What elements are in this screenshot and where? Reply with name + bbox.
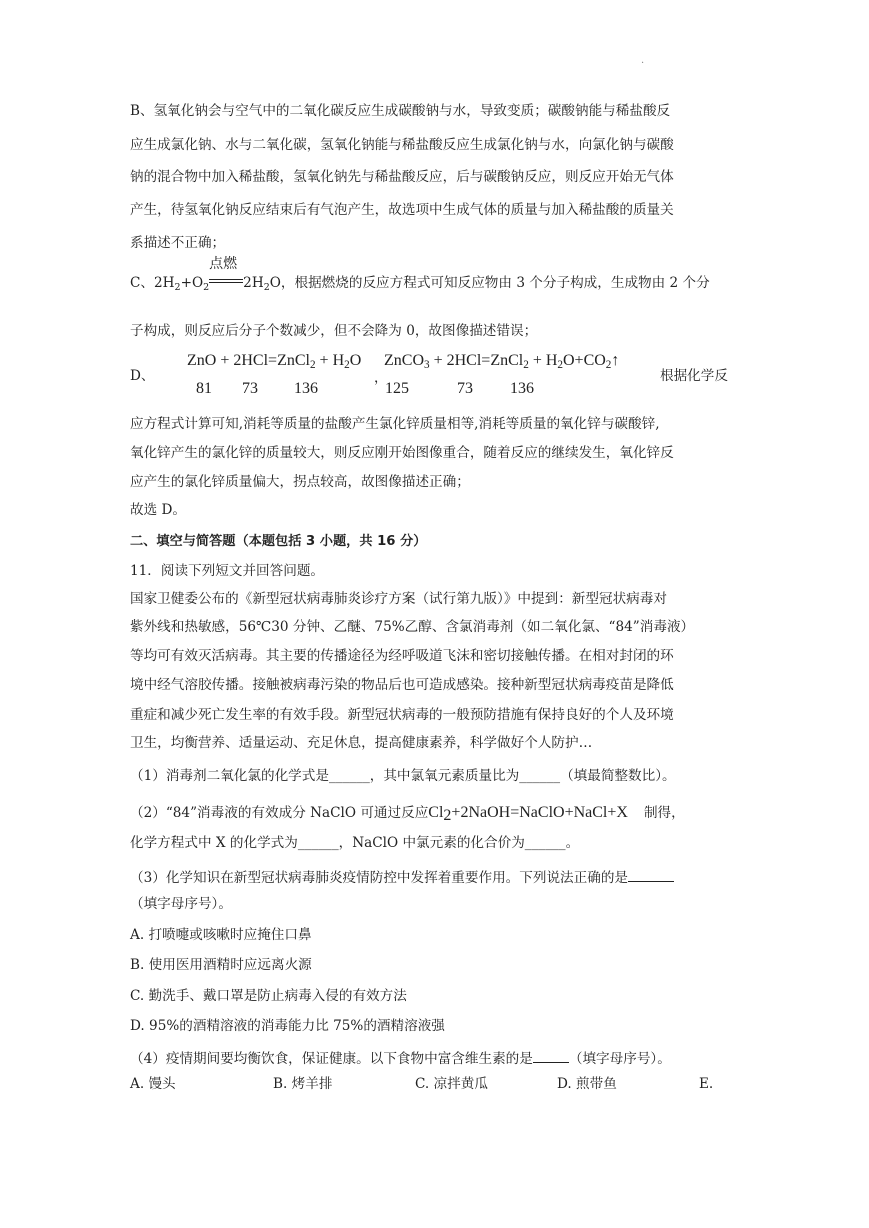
eq2-h2o-tail: O+CO <box>562 352 606 369</box>
para-b-line-4: 产生，待氢氧化钠反应结束后有气泡产生，故选项中生成气体的质量与加入稀盐酸的质量关 <box>130 202 674 218</box>
sub2-text-a: （2）“84”消毒液的有效成分 NaClO 可通过反应 <box>130 805 429 821</box>
para-d-line-3: 氧化锌产生的氯化锌的质量较大，则反应刚开始图像重合，随着反应的继续发生，氧化锌反 <box>130 445 674 461</box>
eq2-znco-sub: 3 <box>424 359 430 371</box>
gas-arrow-icon: ↑ <box>611 352 620 369</box>
sub3-option-a: A. 打喷嚏或咳嗽时应掩住口鼻 <box>130 927 312 943</box>
condition-bar-top <box>209 279 243 280</box>
sub4-text-b: （填字母序号）。 <box>568 1051 671 1067</box>
sub2-line2-c: 。 <box>565 835 580 851</box>
sub4-text-a: （4）疫情期间要均衡饮食，保证健康。以下食物中富含维生素的是 <box>130 1051 533 1067</box>
eq1-zncl: ZnCl <box>277 352 310 369</box>
para-d-trail: 根据化学反 <box>660 368 728 384</box>
q11-passage-line-6: 卫生，均衡营养、适量运动、充足休息，提高健康素养，科学做好个人防护… <box>130 735 593 751</box>
eq2-znco: ZnCO <box>384 352 424 369</box>
sub3-option-d: D. 95%的酒精溶液的消毒能力比 75%的酒精溶液强 <box>130 1018 445 1034</box>
sub2-line2-b: ，NaClO 中氯元素的化合价为 <box>338 835 525 851</box>
ignition-condition <box>209 256 243 287</box>
equation-zno <box>187 353 361 369</box>
eq2-hcl: + 2HCl <box>433 352 482 369</box>
eq2-equals: = <box>481 352 491 369</box>
eq2-mass-row <box>130 381 560 399</box>
eq2-zncl: ZnCl <box>490 352 524 369</box>
sub2-blank-d: ______ <box>524 835 566 851</box>
sub2-text-b: 制得， <box>643 805 685 821</box>
eq1-h2o: + H <box>319 352 345 369</box>
para-c-line-2: 子构成，则反应后分子个数减少，但不会降为 0，故图像描述错误； <box>130 323 538 339</box>
sub4-answer-blank <box>533 1050 569 1063</box>
q11-sub1 <box>130 770 676 784</box>
c-product-sub: 2 <box>263 282 270 293</box>
sub3-text-a: （3）化学知识在新型冠状病毒肺炎疫情防控中发挥着重要作用。下列说法正确的是 <box>130 870 629 886</box>
sub1-blank-a: ______ <box>328 768 370 784</box>
sub2-line2-a: 化学方程式中 X 的化学式为 <box>130 835 298 851</box>
sub4-option-e: E. <box>699 1076 714 1092</box>
q11-passage-line-3: 等均可有效灭活病毒。其主要的传播途径为经呼吸道飞沫和密切接触传播。在相对封闭的环 <box>130 648 674 664</box>
sub4-option-d: D. 煎带鱼 <box>557 1076 617 1092</box>
sub4-option-a: A. 馒头 <box>130 1076 176 1092</box>
c-product-tail: O <box>269 275 281 291</box>
para-b-line-1: B、氢氧化钠会与空气中的二氧化碳反应生成碳酸钠与水，导致变质；碳酸钠能与稀盐酸反 <box>130 103 671 119</box>
section-heading: 二、填空与简答题（本题包括 3 小题，共 16 分） <box>130 534 427 549</box>
para-d-line-4: 应产生的氯化锌质量偏大，拐点较高，故图像描述正确； <box>130 474 470 490</box>
c-product: 2H <box>243 275 264 291</box>
c-prefix: C、2H <box>130 275 175 291</box>
c-plus-o2: +O <box>180 275 204 291</box>
q11-sub2-line-2 <box>130 837 579 851</box>
eq1-mass-zncl2: 136 <box>294 380 318 397</box>
header-mark: · <box>641 58 645 69</box>
eq2-h2o-sub: 2 <box>557 359 563 371</box>
c-h2-sub: 2 <box>174 282 181 293</box>
q11-passage-line-2: 紫外线和热敏感，56℃30 分钟、乙醚、75%乙醇、含氯消毒剂（如二氧化氯、“84”消毒液） <box>130 619 695 635</box>
sub3-option-c: C. 勤洗手、戴口罩是防止病毒入侵的有效方法 <box>130 988 407 1004</box>
eq2-mass-zncl2: 136 <box>510 380 534 397</box>
sub2-eq-cl-sub: 2 <box>443 807 452 824</box>
q11-passage-line-1: 国家卫健委公布的《新型冠状病毒肺炎诊疗方案（试行第九版）》中提到：新型冠状病毒对 <box>130 591 667 607</box>
eq1-hcl: + 2HCl <box>220 352 269 369</box>
sub2-eq-rest: +2NaOH=NaClO+NaCl+X <box>451 804 628 821</box>
q11-passage-line-4: 境中经气溶胶传播。接触被病毒污染的物品后也可造成感染。接种新型冠状病毒疫苗是降低 <box>130 677 674 693</box>
sub2-blank-c: ______ <box>297 835 339 851</box>
q11-stem: 11．阅读下列短文并回答问题。 <box>130 563 325 579</box>
para-b-line-3: 钠的混合物中加入稀盐酸，氢氧化钠先与稀盐酸反应，后与碳酸钠反应，则反应开始无气体 <box>130 169 674 185</box>
answer-line: 故选 D。 <box>130 502 187 518</box>
para-d-line-2: 应方程式计算可知,消耗等质量的盐酸产生氯化锌质量相等,消耗等质量的氧化锌与碳酸锌, <box>130 416 660 432</box>
eq-separator-comma: ， <box>374 370 388 386</box>
eq2-h2o: + H <box>532 352 558 369</box>
sub3-option-b: B. 使用医用酒精时应远离火源 <box>130 957 312 973</box>
eq1-zncl-sub: 2 <box>309 359 316 371</box>
eq1-mass-hcl: 73 <box>242 380 258 397</box>
para-b-line-5: 系描述不正确； <box>130 235 226 251</box>
para-b-line-2: 应生成氯化钠、水与二氧化碳，氢氧化钠能与稀盐酸反应生成氯化钠与水，向氯化钠与碳酸 <box>130 137 674 153</box>
sub1-text-a: （1）消毒剂二氧化氯的化学式是 <box>130 768 329 784</box>
c-o2-sub: 2 <box>203 282 210 293</box>
eq2-mass-znco3: 125 <box>385 380 409 397</box>
eq2-co2-sub: 2 <box>605 359 612 371</box>
para-c-line-1 <box>130 256 710 293</box>
q11-sub2-line-1 <box>130 804 685 824</box>
eq1-equals: = <box>268 352 278 369</box>
sub1-text-b: ，其中氯氧元素质量比为 <box>369 768 520 784</box>
condition-label: 点燃 <box>209 256 238 272</box>
eq1-h2o-sub: 2 <box>344 359 350 371</box>
q11-sub3-line-1 <box>130 869 674 886</box>
eq2-zncl-sub: 2 <box>523 359 529 371</box>
sub1-text-c: （填最简整数比）。 <box>560 768 676 784</box>
eq1-zno: ZnO <box>187 352 217 369</box>
sub4-option-c: C. 凉拌黄瓜 <box>415 1076 488 1092</box>
c-text: ，根据燃烧的反应方程式可知反应物由 3 个分子构成，生成物由 2 个分 <box>280 275 710 291</box>
equation-znco3 <box>384 353 619 369</box>
eq1-h2o-tail: O <box>349 352 362 369</box>
condition-bar-bottom <box>209 282 243 283</box>
q11-sub3-line-2: （填字母序号）。 <box>130 896 232 912</box>
q11-passage-line-5: 重症和减少死亡发生率的有效手段。新型冠状病毒的一般预防措施有保持良好的个人及环境 <box>130 707 674 723</box>
sub2-eq-cl: Cl <box>428 804 444 821</box>
eq2-mass-hcl: 73 <box>457 380 473 397</box>
q11-sub4-line-1 <box>130 1050 671 1067</box>
eq1-mass-zno: 81 <box>196 380 212 397</box>
sub1-blank-b: ______ <box>519 768 561 784</box>
para-d-label: D、 <box>130 368 155 384</box>
sub3-answer-blank <box>628 869 674 882</box>
sub4-option-b: B. 烤羊排 <box>273 1076 333 1092</box>
